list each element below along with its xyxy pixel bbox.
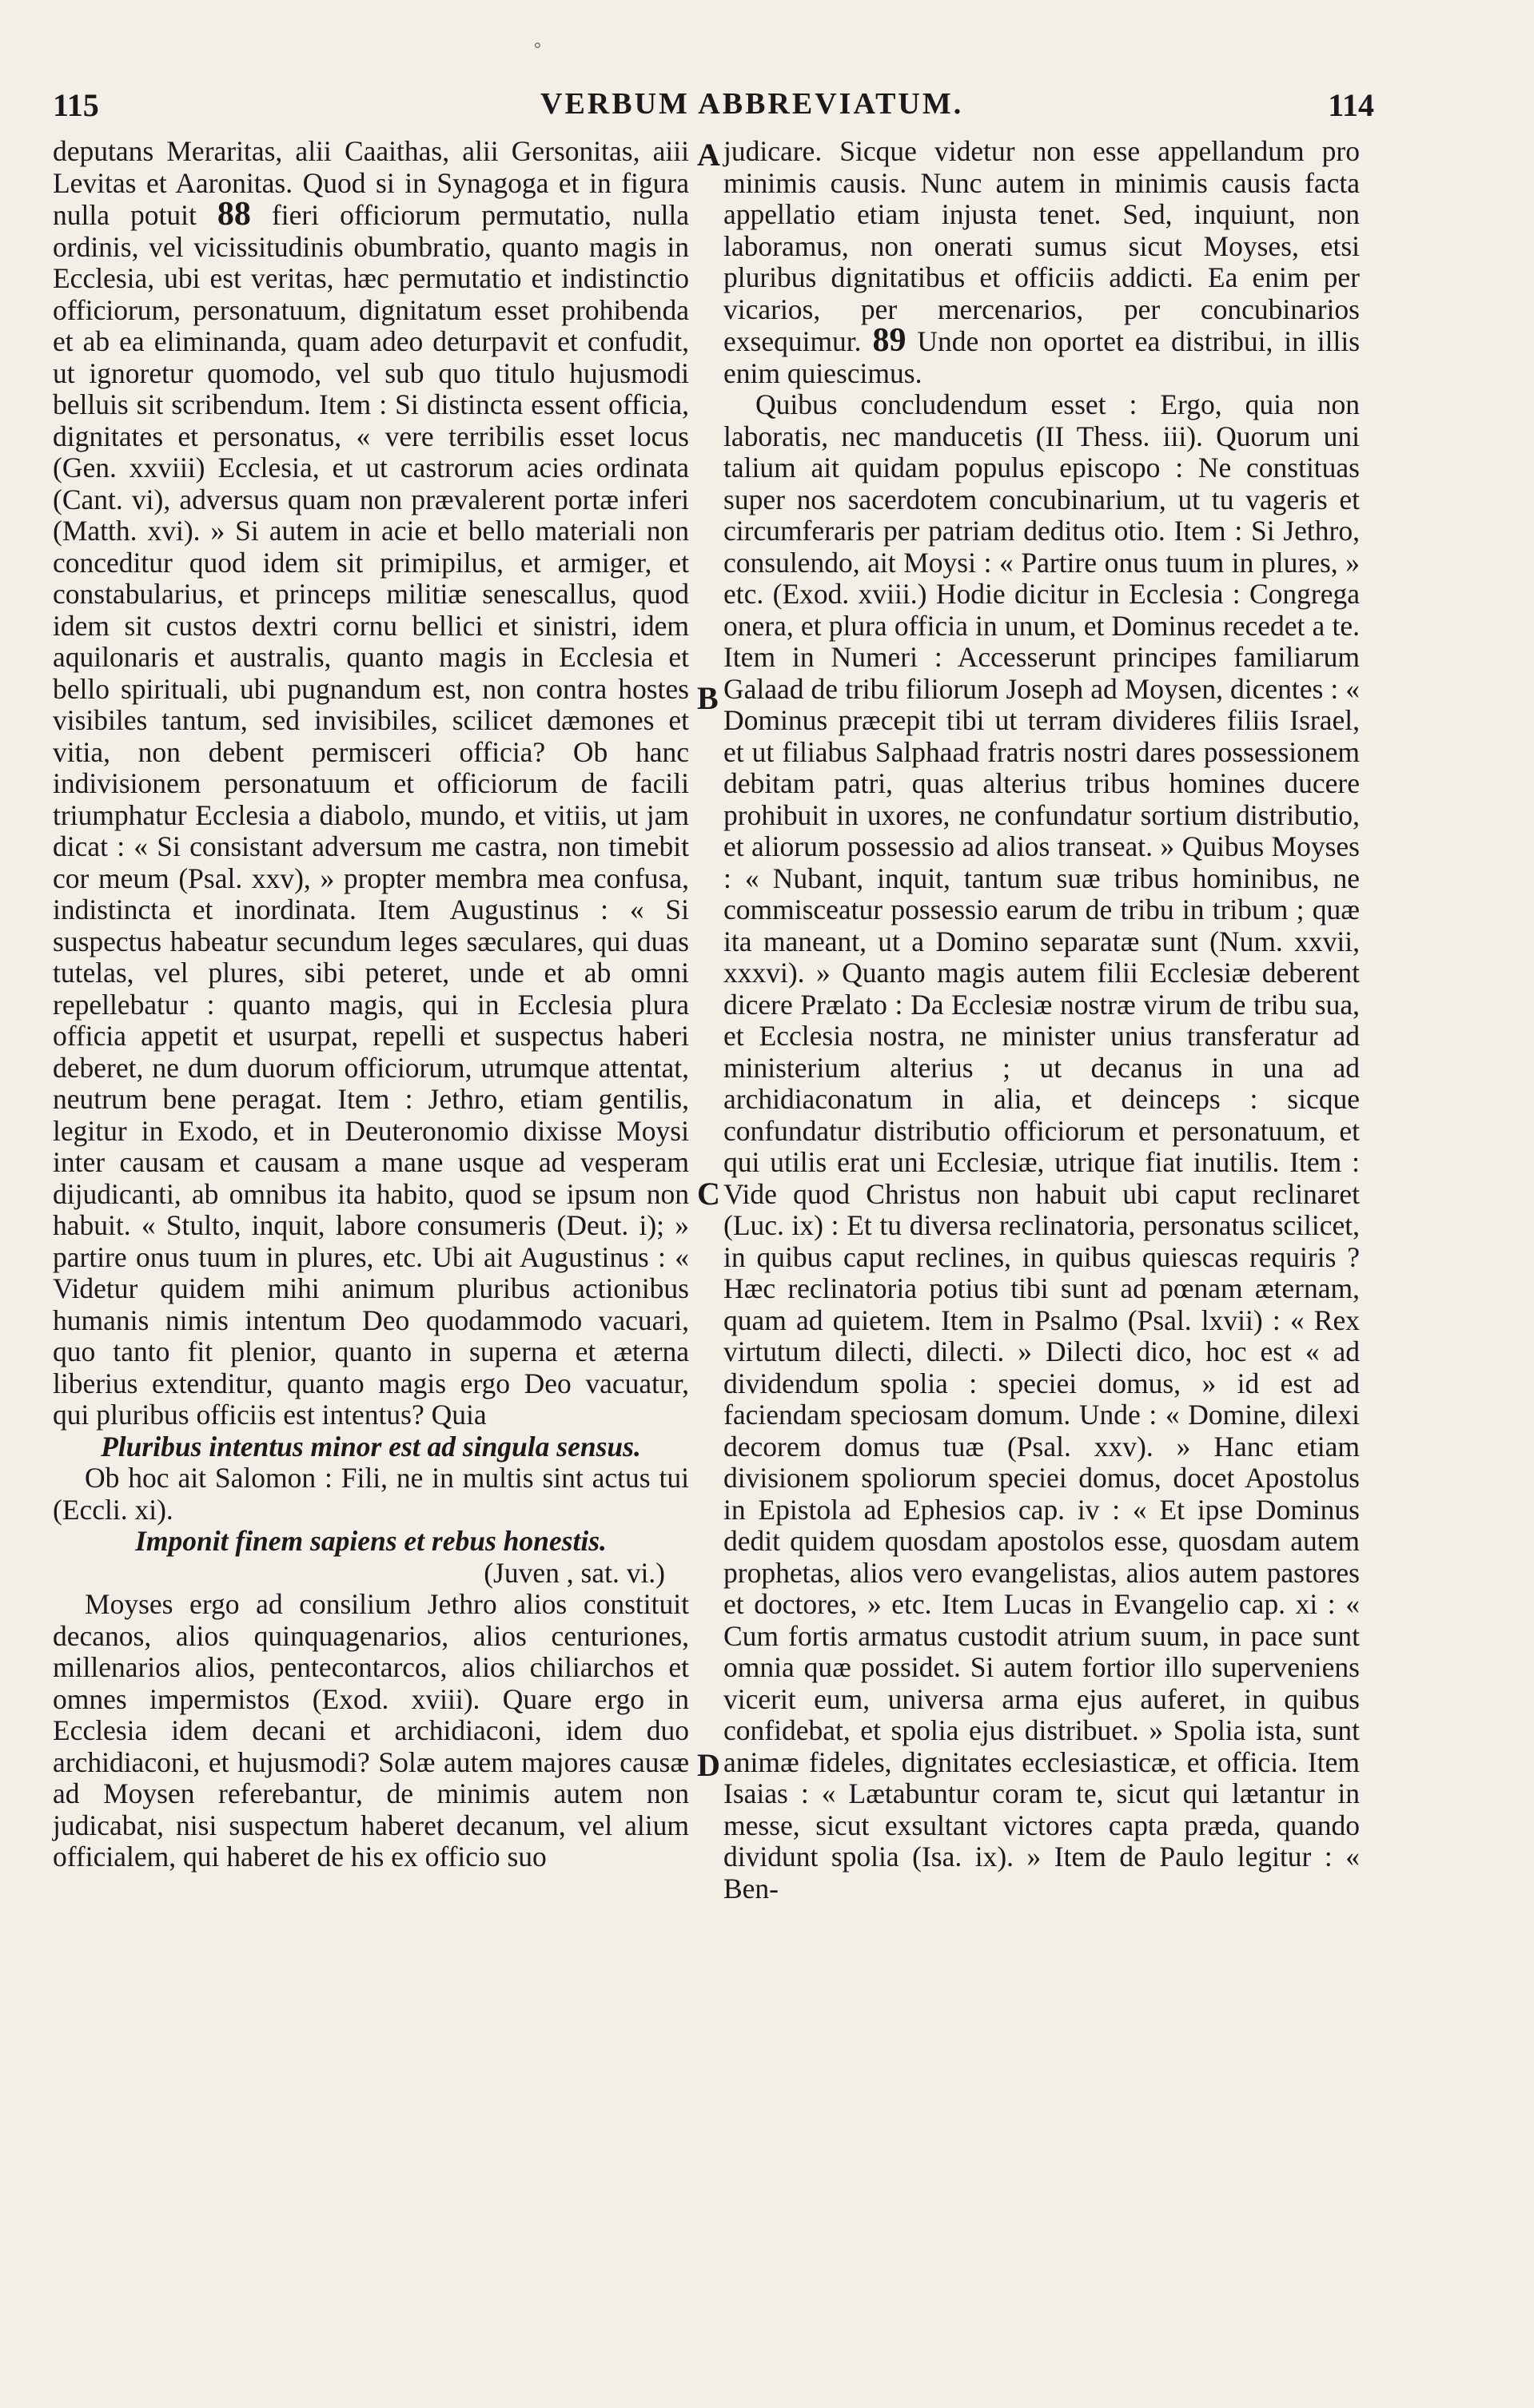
page-number-right: 114 <box>1328 87 1374 123</box>
margin-letter-c: C <box>697 1176 720 1212</box>
right-column <box>723 136 1360 1905</box>
margin-letter-a: A <box>697 137 720 173</box>
section-marker-88: 88 <box>217 196 251 233</box>
verse-quote-1: Pluribus intentus minor est ad singula sensus. <box>101 1430 641 1463</box>
left-column <box>53 136 689 1873</box>
page-header <box>53 86 1374 134</box>
left-text-1b: fieri officiorum permutatio, nulla ordinis, vel vicissitudinis obumbratio, quanto magis in Ecclesia, ubi est veritas, hæc permutatio et indistinctio officiorum, personatuum, dignitatum esset prohibenda et ab ea eliminanda, quam adeo deturpavit et confudit, ut ignoretur quomodo, vel sub quo titulo hujusmodi belluis sit scribendum. Item : Si distincta essent officia, dignitates et personatus, « vere terribilis esset locus (Gen. xxviii) Ecclesia, et ut castrorum acies ordinata (Cant. vi), adversus quam non prævalerent portæ inferi (Matth. xvi). » Si autem in acie et bello materiali non conceditur quod idem sit primipilus, et armiger, et constabularius, et princeps militiæ senescallus, quod idem sit custos dextri cornu bellici et sinistri, idem aquilonaris et australis, quanto magis in Ecclesia et bello spirituali, ubi pugnandum est, non contra hostes visibiles tantum, sed invisibiles, scilicet dæmones et vitia, non debent permisceri officia? Ob hanc indivisionem personatuum et officiorum de facili triumphatur Ecclesia a diabolo, mundo, et vitiis, ut jam dicat : « Si consistant adversum me castra, non timebit cor meum (Psal. xxv), » propter membra mea confusa, indistincta et inordinata. Item Augustinus : « Si suspectus habeatur secundum leges sæculares, qui duas tutelas, vel plures, sibi peteret, unde et ab omni repellebatur : quanto magis, qui in Ecclesia plura officia appetit et usurpat, repelli et suspectus haberi deberet, ne dum duorum officiorum, utrumque attentat, neutrum bene peragat. Item : Jethro, etiam gentilis, legitur in Exodo, et in Deuteronomio dixisse Moysi inter causam et causam a mane usque ad vesperam dijudicanti, ab omnibus ita habito, quod se ipsum non habuit. « Stulto, inquit, labore consumeris (Deut. i); » partire onus tuum in plures, etc. Ubi ait Augustinus : « Videtur quidem mihi animum pluribus actionibus humanis nimis intentum Deo quodammodo vacuari, quo tanto fit plenior, quanto in superna et æterna liberius extenditur, quanto magis ergo Deo vacuatur, qui pluribus officiis est intentus? Quia <box>53 199 690 1431</box>
right-text-1a: judicare. Sicque videtur non esse appellandum pro minimis causis. Nunc autem in minimis causis facta appellatio etiam injusta tenet. Sed, inquiunt, non laboramus, non onerati sumus sicut Moyses, etsi pluribus dignitatibus et officiis addicti. Ea enim per vicarios, per mercenarios, per concubinarios exsequimur. <box>723 135 1360 357</box>
margin-letter-b: B <box>697 680 719 716</box>
section-marker-89: 89 <box>872 322 906 359</box>
right-text-1b: Unde non oportet ea distribui, in illis enim quiescimus. <box>723 325 1361 389</box>
right-paragraph-1 <box>723 136 1360 389</box>
right-paragraph-2: Quibus concludendum esset : Ergo, quia non laboratis, nec manducetis (II Thess. iii). Quorum uni talium ait quidam populus episcopo : Ne constituas super nos sacerdotem concubinarium, ut tu vageris et circumferaris per patriam deditus otio. Item : Si Jethro, consulendo, ait Moysi : « Partire onus tuum in plures, » etc. (Exod. xviii.) Hodie dicitur in Ecclesia : Congrega onera, et plura officia in unum, et Dominus recedet a te. Item in Numeri : Accesserunt principes familiarum Galaad de tribu filiorum Joseph ad Moysen, dicentes : « Dominus præcepit tibi ut terram divideres filiis Israel, et ut filiabus Salphaad fratris nostri dares possessionem debitam patri, quas alterius tribus homines ducere prohibuit in uxores, ne confundatur sortium distributio, et aliorum possessio ad alios transeat. » Quibus Moyses : « Nubant, inquit, tantum suæ tribus hominibus, ne commisceatur possessio earum de tribu in tribum ; quæ ita maneant, ut a Domino separatæ sunt (Num. xxvii, xxxvi). » Quanto magis autem filii Ecclesiæ deberent dicere Prælato : Da Ecclesiæ nostræ virum de tribu sua, et Ecclesia nostra, ne minister unius transferatur ad ministerium alterius ; ut decanus in una ad archidiaconatum in alia, et deinceps : sicque confundatur distributio officiorum et personatuum, et qui utilis erat uni Ecclesiæ, utrique fiat inutilis. Item : Vide quod Christus non habuit ubi caput reclinaret (Luc. ix) : Et tu diversa reclinatoria, personatus scilicet, in quibus caput reclines, in quibus quiescas requiris ? Hæc reclinatoria potius tibi sunt ad pœnam æternam, quam ad quietem. Item in Psalmo (Psal. lxvii) : « Rex virtutum dilecti, dilecti. » Dilecti dico, hoc est « ad dividendum spolia : speciei domus, » id est ad faciendam speciosam domum. Unde : « Domine, dilexi decorem domus tuæ (Psal. xxv). » Hanc etiam divisionem spoliorum speciei domus, docet Apostolus in Epistola ad Ephesios cap. iv : « Et ipse Dominus dedit quidem quosdam apostolos esse, quosdam autem prophetas, alios vero evangelistas, alios autem pastores et doctores, » etc. Item Lucas in Evangelio cap. xi : « Cum fortis armatus custodit atrium suum, in pace sunt omnia quæ possidet. Si autem fortior illo superveniens vicerit eum, universa arma ejus auferet, in quibus confidebat, et spolia ejus distribuet. » Spolia ista, sunt animæ fideles, dignitates ecclesiasticæ, et officia. Item Isaias : « Lætabuntur coram te, sicut qui lætantur in messe, sicut exsultant victores capta præda, quando dividunt spolia (Isa. ix). » Item de Paulo legitur : « Ben- <box>723 388 1360 1905</box>
page-number-left: 115 <box>53 87 99 123</box>
verse-quote-2: Imponit finem sapiens et rebus honestis. <box>135 1525 607 1557</box>
top-mark: ° <box>534 38 541 58</box>
left-text-1a: deputans Meraritas, alii Caaithas, alii Gersonitas, aiii Levitas et Aaronitas. Quod si in Synagoga et in figura nulla potuit <box>53 135 689 231</box>
left-paragraph-2: Ob hoc ait Salomon : Fili, ne in multis sint actus tui (Eccli. xi). <box>53 1462 689 1526</box>
margin-letter-d: D <box>697 1747 720 1783</box>
left-paragraph-1 <box>53 136 689 1431</box>
running-title: VERBUM ABBREVIATUM. <box>540 87 964 121</box>
left-paragraph-3: Moyses ergo ad consilium Jethro alios constituit decanos, alios quinquagenarios, alios centuriones, millenarios alios, pentecontarcos, alios chiliarchos et omnes impermistos (Exod. xviii). Quare ergo in Ecclesia idem decani et archidiaconi, idem duo archidiaconi, et hujusmodi? Solæ autem majores causæ ad Moysen referebantur, de minimis autem non judicabat, nisi suspectum haberet decanum, vel alium officialem, qui haberet de his ex officio suo <box>53 1588 689 1873</box>
verse-reference: (Juven , sat. vi.) <box>484 1556 665 1589</box>
